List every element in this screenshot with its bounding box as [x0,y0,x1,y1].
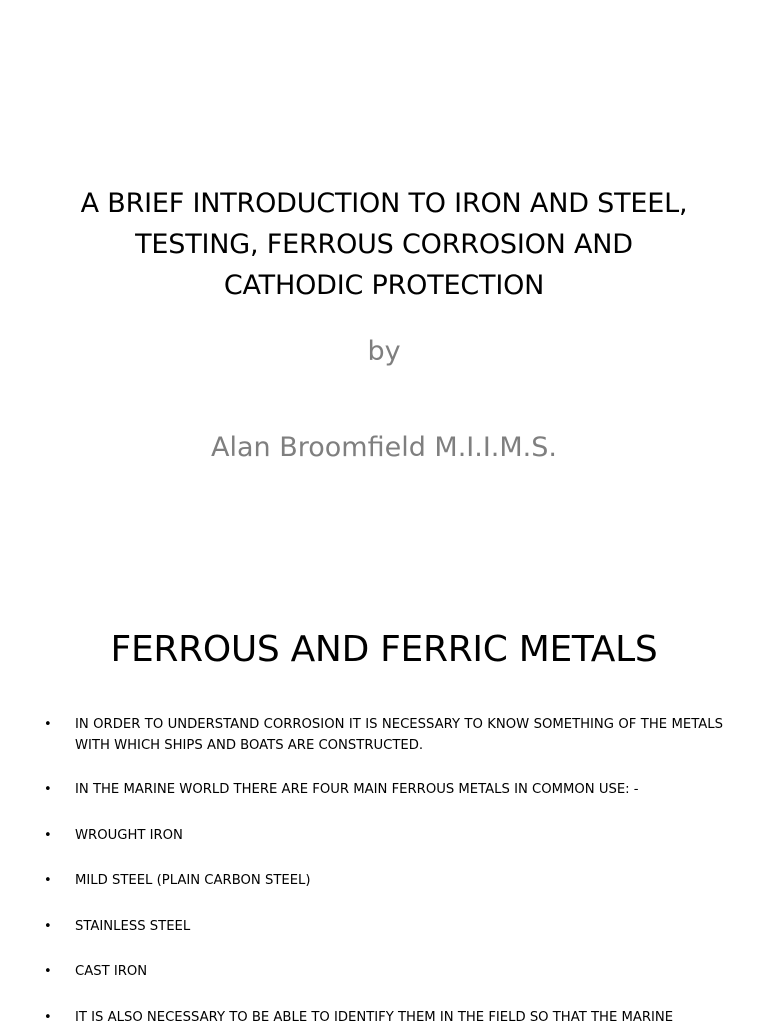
bullet-icon: • [44,919,52,934]
bullet-text: CAST IRON [75,964,148,979]
bullet-icon: • [44,964,52,979]
bullet-icon: • [44,782,52,797]
bullet-text: IT IS ALSO NECESSARY TO BE ABLE TO IDENTIFY THEM IN THE FIELD SO THAT THE MARINE [75,1010,674,1025]
bullet-icon: • [44,828,52,843]
bullet-text: IN ORDER TO UNDERSTAND CORROSION IT IS NECESSARY TO KNOW SOMETHING OF THE METALS WITH WHICH SHIPS AND BOATS ARE CONSTRUCTED. [75,717,723,753]
bullet-text: WROUGHT IRON [75,828,183,843]
bullet-icon: • [44,873,52,888]
section-heading: FERROUS AND FERRIC METALS [110,629,658,670]
title-line-2: TESTING, FERROUS CORROSION AND [135,229,633,260]
title-line-1: A BRIEF INTRODUCTION TO IRON AND STEEL, [80,188,688,219]
author-name: Alan Broomfield M.I.I.M.S. [211,432,557,463]
by-label: by [367,336,401,367]
presentation-title [40,183,728,306]
title-line-3: CATHODIC PROTECTION [223,270,545,301]
metals-slide [0,580,768,1024]
bullet-text: IN THE MARINE WORLD THERE ARE FOUR MAIN FERROUS METALS IN COMMON USE: - [75,782,639,797]
bullet-icon: • [44,717,52,732]
bullet-text: STAINLESS STEEL [75,919,191,934]
bullet-icon: • [44,1010,52,1025]
bullet-text: MILD STEEL (PLAIN CARBON STEEL) [75,873,311,888]
